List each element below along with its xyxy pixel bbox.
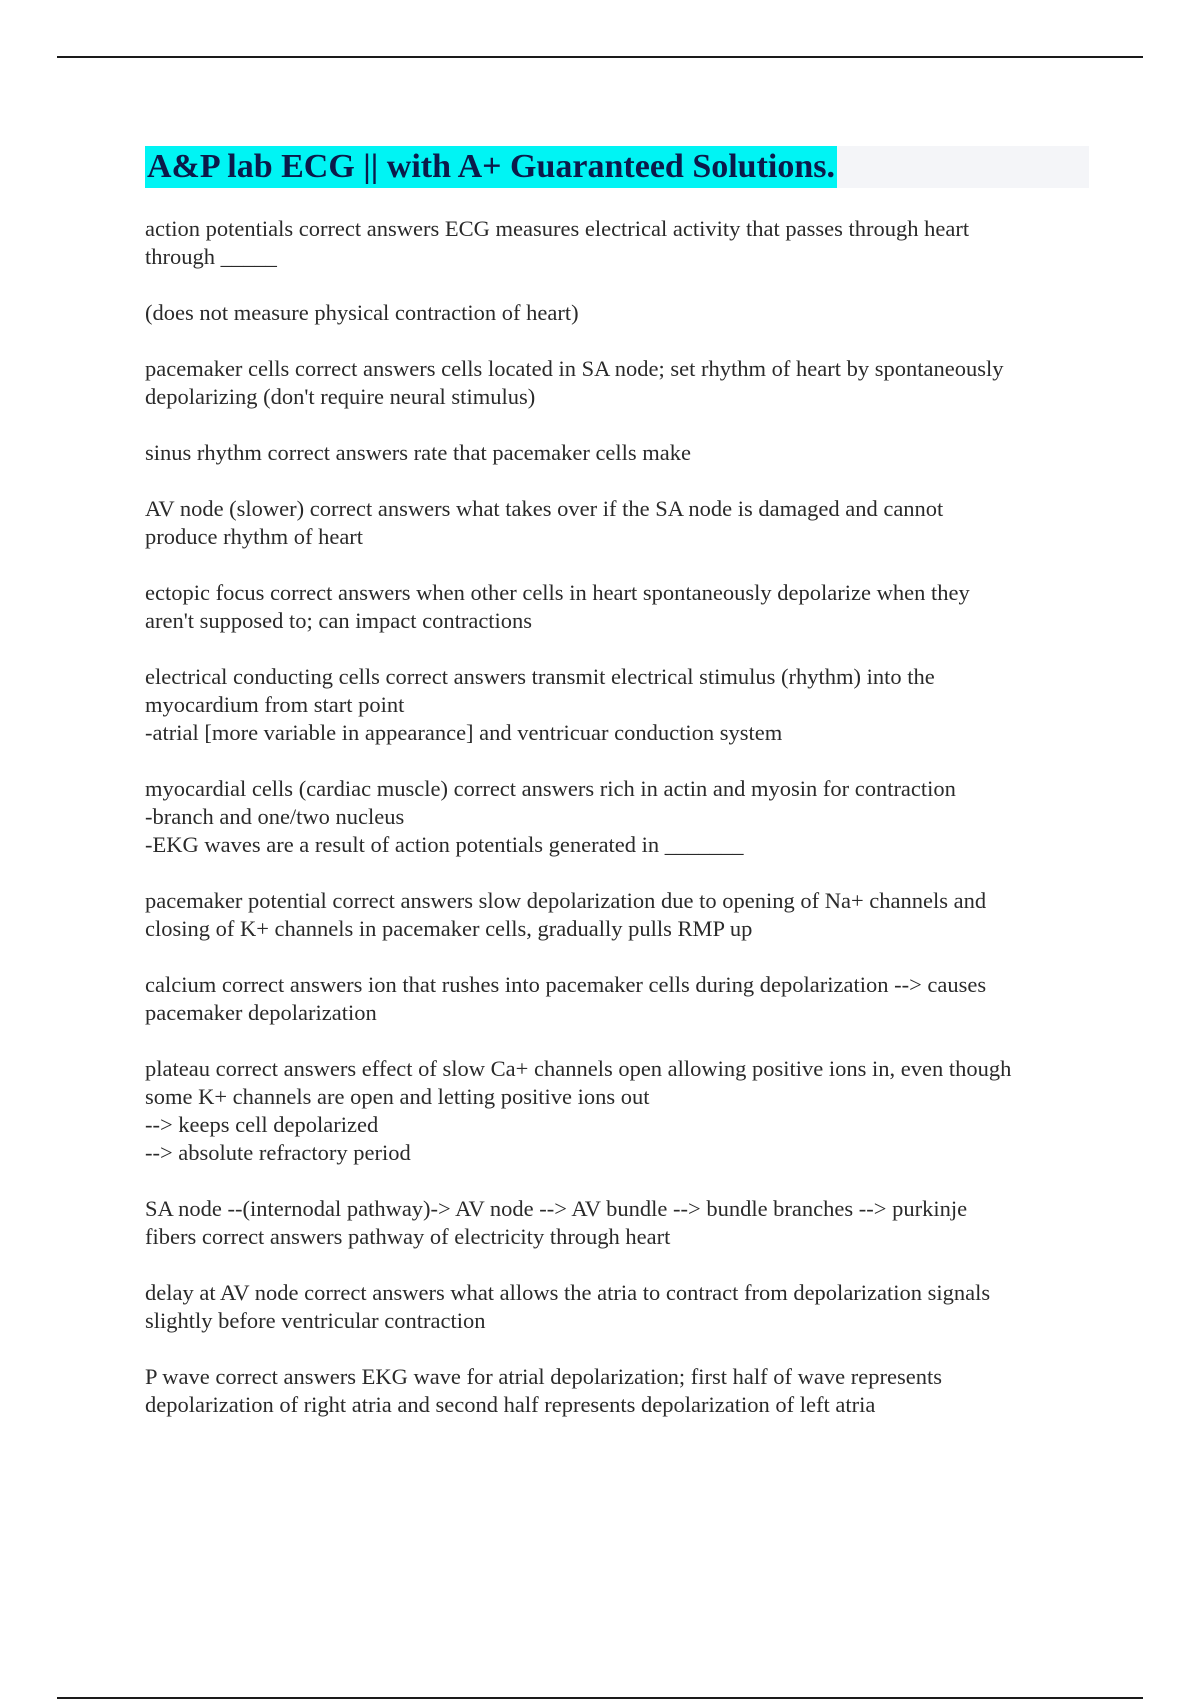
qa-entry: plateau correct answers effect of slow Ca+ channels open allowing positive ions in, even though some K+ channels are open and letting positive ions out --> keeps cell depolarized --> absolute refractory period — [145, 1056, 1012, 1165]
page-title: A&P lab ECG || with A+ Guaranteed Solutions. — [145, 146, 837, 188]
top-rule — [57, 56, 1143, 58]
qa-entry: ectopic focus correct answers when other cells in heart spontaneously depolarize when they aren't supposed to; can impact contractions — [145, 580, 970, 633]
qa-entry: electrical conducting cells correct answers transmit electrical stimulus (rhythm) into the myocardium from start point -atrial [more variable in appearance] and ventricuar conduction system — [145, 664, 935, 745]
qa-entry: AV node (slower) correct answers what takes over if the SA node is damaged and cannot produce rhythm of heart — [145, 496, 944, 549]
qa-entry: pacemaker cells correct answers cells located in SA node; set rhythm of heart by spontaneously depolarizing (don't require neural stimulus) — [145, 356, 1004, 409]
qa-entry: SA node --(internodal pathway)-> AV node --> AV bundle --> bundle branches --> purkinje fibers correct answers pathway of electricity through heart — [145, 1196, 968, 1249]
qa-entry: action potentials correct answers ECG measures electrical activity that passes through heart through _____ — [145, 216, 970, 269]
qa-entry: P wave correct answers EKG wave for atrial depolarization; first half of wave represents depolarization of right atria and second half represents depolarization of left atria — [145, 1364, 942, 1417]
document-body — [145, 215, 1085, 1447]
qa-entry: sinus rhythm correct answers rate that pacemaker cells make — [145, 440, 692, 465]
qa-entry: delay at AV node correct answers what allows the atria to contract from depolarization signals slightly before ventricular contraction — [145, 1280, 991, 1333]
qa-entry: myocardial cells (cardiac muscle) correct answers rich in actin and myosin for contraction -branch and one/two nucleus -EKG waves are a result of action potentials generated in _______ — [145, 776, 956, 857]
qa-entry: pacemaker potential correct answers slow depolarization due to opening of Na+ channels and closing of K+ channels in pacemaker cells, gradually pulls RMP up — [145, 888, 987, 941]
bottom-rule — [57, 1697, 1143, 1699]
qa-entry: calcium correct answers ion that rushes into pacemaker cells during depolarization --> causes pacemaker depolarization — [145, 972, 987, 1025]
qa-entry: (does not measure physical contraction of heart) — [145, 300, 579, 325]
